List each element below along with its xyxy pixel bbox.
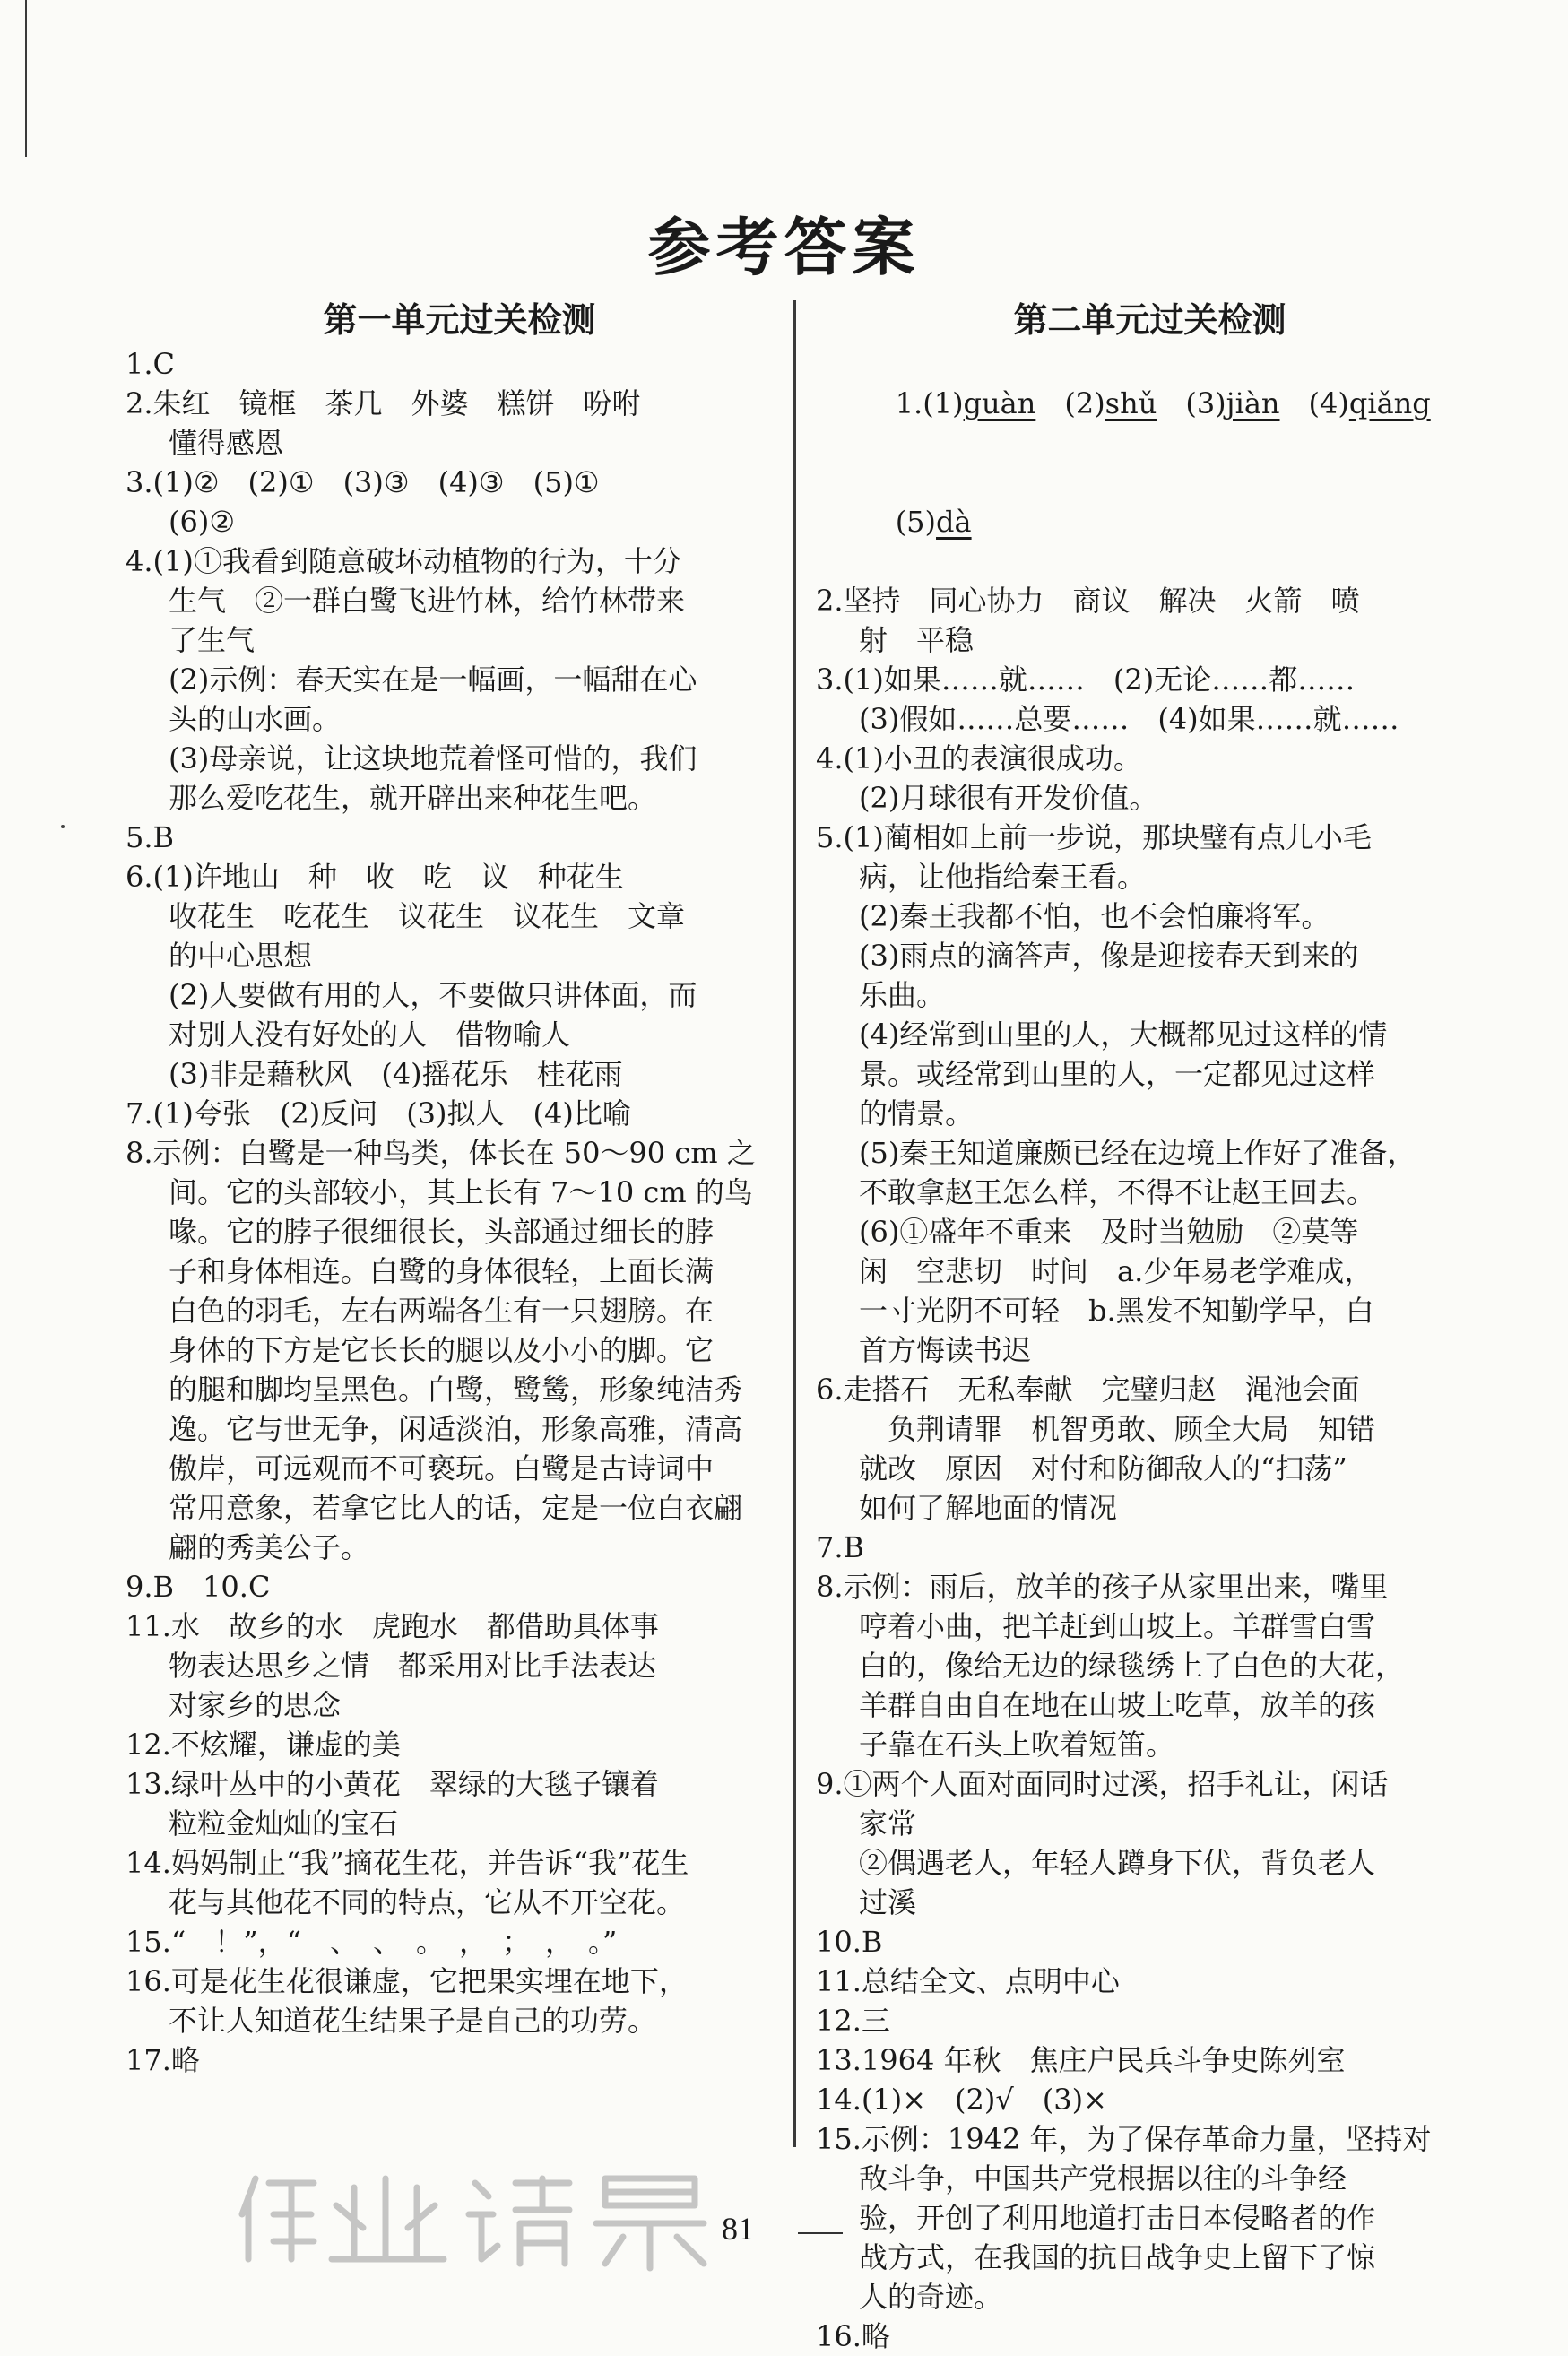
pinyin-item-number: (5) — [895, 505, 937, 539]
unit2-heading: 第二单元过关检测 — [1013, 300, 1286, 340]
answer-item: 12.三 — [816, 2004, 890, 2038]
answer-line: 乐曲。 — [859, 978, 946, 1012]
answer-line: 一寸光阴不可轻 b.黑发不知勤学早，白 — [859, 1294, 1374, 1328]
answer-item: 5.(1)蔺相如上前一步说，那块璧有点儿小毛 — [816, 820, 1372, 854]
answer-item: 11.水 故乡的水 虎跑水 都借助具体事 — [126, 1609, 659, 1643]
answer-item: 11.总结全文、点明中心 — [816, 1964, 1120, 1998]
pinyin-answer: qiǎng — [1348, 386, 1431, 420]
answer-line: (3)非是藉秋风 (4)摇花乐 桂花雨 — [169, 1057, 623, 1091]
pinyin-answer-row1 — [816, 344, 1484, 463]
answer-line: 常用意象，若拿它比人的话，定是一位白衣翩 — [169, 1491, 743, 1525]
answer-line: 就改 原因 对付和防御敌人的“扫荡” — [859, 1451, 1347, 1485]
answer-line: 逸。它与世无争，闲适淡泊，形象高雅，清高 — [169, 1412, 743, 1446]
answer-line: 白色的羽毛，左右两端各生有一只翅膀。在 — [169, 1294, 715, 1328]
answer-line: 子和身体相连。白鹭的身体很轻，上面长满 — [169, 1254, 715, 1288]
answer-line: 如何了解地面的情况 — [859, 1491, 1118, 1525]
answer-line: 翩的秀美公子。 — [169, 1530, 370, 1564]
answer-line: 粒粒金灿灿的宝石 — [169, 1806, 399, 1841]
answer-line: (2)人要做有用的人，不要做只讲体面，而 — [169, 978, 697, 1012]
unit2-answers — [816, 581, 1484, 2356]
answer-line: 不让人知道花生结果子是自己的功劳。 — [169, 2004, 657, 2038]
unit1-heading: 第一单元过关检测 — [323, 300, 596, 340]
answer-line: 懂得感恩 — [169, 426, 284, 460]
answer-line: (4)经常到山里的人，大概都见过这样的情 — [859, 1018, 1388, 1052]
answer-item: 9.①两个人面对面同时过溪，招手礼让，闲话 — [816, 1767, 1389, 1801]
answer-line: 子靠在石头上吹着短笛。 — [859, 1728, 1175, 1762]
answer-line: (3)雨点的滴答声，像是迎接春天到来的 — [859, 939, 1359, 973]
answer-item: 2.坚持 同心协力 商议 解决 火箭 喷 — [816, 584, 1360, 618]
right-column — [816, 296, 1484, 2356]
answer-line: 头的山水画。 — [169, 702, 342, 736]
answer-item: 12.不炫耀，谦虚的美 — [126, 1728, 401, 1762]
answer-item: 13.1964 年秋 焦庄户民兵斗争史陈列室 — [816, 2043, 1346, 2077]
answer-line: (2)秦王我都不怕，也不会怕廉将军。 — [859, 899, 1330, 933]
pinyin-item-number: (1) — [923, 386, 964, 420]
answer-line: 负荆请罪 机智勇敢、顾全大局 知错 — [859, 1412, 1376, 1446]
pinyin-answer: shǔ — [1105, 386, 1157, 420]
page-title: 参考答案 — [647, 210, 921, 284]
answer-line: 对家乡的思念 — [169, 1688, 342, 1722]
left-column — [126, 296, 793, 2080]
unit1-answers — [126, 344, 793, 2080]
answer-line: 射 平稳 — [859, 623, 975, 657]
answer-line: 羊群自由自在地在山坡上吃草，放羊的孩 — [859, 1688, 1376, 1722]
pinyin-item-number: (4) — [1308, 386, 1349, 420]
answer-item: 15.示例：1942 年，为了保存革命力量，坚持对 — [816, 2122, 1432, 2156]
answer-line: 过溪 — [859, 1885, 917, 1919]
pinyin-answer: jiàn — [1226, 386, 1280, 420]
answer-item: 10.B — [816, 1925, 883, 1959]
pinyin-answer: guàn — [963, 386, 1036, 420]
answer-line: 首方悔读书迟 — [859, 1333, 1032, 1367]
answer-line: 白的，像给无边的绿毯绣上了白色的大花， — [859, 1649, 1405, 1683]
answer-item: 4.(1)小丑的表演很成功。 — [816, 741, 1142, 775]
answer-item: 16.可是花生花很谦虚，它把果实埋在地下， — [126, 1964, 688, 1998]
answer-line: (2)示例：春天实在是一幅画，一幅甜在心 — [169, 663, 697, 697]
answer-line: 收花生 吃花生 议花生 议花生 文章 — [169, 899, 686, 933]
answer-line: 敌斗争，中国共产党根据以往的斗争经 — [859, 2161, 1347, 2196]
pinyin-answer-row2 — [816, 463, 1484, 581]
answer-line: 喙。它的脖子很细很长，头部通过细长的脖 — [169, 1215, 715, 1249]
answer-item: 13.绿叶丛中的小黄花 翠绿的大毯子镶着 — [126, 1767, 659, 1801]
answer-item: 7.(1)夸张 (2)反问 (3)拟人 (4)比喻 — [126, 1096, 631, 1130]
answer-item: 4.(1)①我看到随意破坏动植物的行为，十分 — [126, 544, 681, 578]
answer-line: 验，开创了利用地道打击日本侵略者的作 — [859, 2201, 1376, 2235]
answer-item: 3.(1)如果……就…… (2)无论……都…… — [816, 663, 1356, 697]
column-divider — [793, 300, 796, 2147]
answer-line: 那么爱吃花生，就开辟出来种花生吧。 — [169, 781, 657, 815]
answer-line: 间。它的头部较小，其上长有 7～10 cm 的鸟 — [169, 1175, 753, 1209]
answer-line: 花与其他花不同的特点，它从不开空花。 — [169, 1885, 686, 1919]
page-number: 81 — [722, 2211, 754, 2247]
answer-item: 5.B — [126, 820, 175, 854]
answer-item: 6.走搭石 无私奉献 完璧归赵 渑池会面 — [816, 1373, 1360, 1407]
answer-line: (2)月球很有开发价值。 — [859, 781, 1158, 815]
answer-line: 了生气 — [169, 623, 256, 657]
answer-item: 16.略 — [816, 2319, 890, 2353]
answer-item: 6.(1)许地山 种 收 吃 议 种花生 — [126, 860, 624, 894]
answer-line: 对别人没有好处的人 借物喻人 — [169, 1018, 571, 1052]
answer-line: 不敢拿赵王怎么样，不得不让赵王回去。 — [859, 1175, 1376, 1209]
answer-line: 病，让他指给秦王看。 — [859, 860, 1147, 894]
answer-line: 家常 — [859, 1806, 917, 1841]
answer-line: 人的奇迹。 — [859, 2280, 1003, 2314]
answer-line: 的情景。 — [859, 1096, 975, 1130]
pinyin-item-number: (3) — [1185, 386, 1226, 420]
answer-item: 7.B — [816, 1530, 865, 1564]
answer-line: 身体的下方是它长长的腿以及小小的脚。它 — [169, 1333, 715, 1367]
answer-line: 战方式，在我国的抗日战争史上留下了惊 — [859, 2240, 1376, 2274]
margin-dot — [61, 825, 65, 828]
page-number-dash — [798, 2232, 843, 2234]
answer-item: 8.示例：白鹭是一种鸟类，体长在 50～90 cm 之 — [126, 1136, 756, 1170]
answer-line: 的中心思想 — [169, 939, 313, 973]
pinyin-item-number: (2) — [1064, 386, 1105, 420]
answer-item: 14.(1)× (2)√ (3)× — [816, 2083, 1107, 2117]
answer-line: 景。或经常到山里的人，一定都见过这样 — [859, 1057, 1376, 1091]
answer-item: 3.(1)② (2)① (3)③ (4)③ (5)① — [126, 465, 600, 499]
answer-item: 2.朱红 镜框 茶几 外婆 糕饼 吩咐 — [126, 386, 641, 420]
answer-line: ②偶遇老人，年轻人蹲身下伏，背负老人 — [859, 1846, 1376, 1880]
answer-item: 14.妈妈制止“我”摘花生花，并告诉“我”花生 — [126, 1846, 689, 1880]
answer-item: 15.“ ！”，“ 、 、 。 ， ； ， 。” — [126, 1925, 618, 1959]
answer-item: 1.C — [126, 347, 176, 381]
answer-line: (6)② — [169, 505, 236, 539]
answer-line: 闲 空悲切 时间 a.少年易老学难成， — [859, 1254, 1373, 1288]
pinyin-answer: dà — [936, 505, 972, 539]
binding-margin-line — [25, 0, 27, 157]
answer-line: 物表达思乡之情 都采用对比手法表达 — [169, 1649, 657, 1683]
answer-item: 9.B 10.C — [126, 1570, 271, 1604]
answer-line: (3)母亲说，让这块地荒着怪可惜的，我们 — [169, 741, 697, 775]
answer-line: 生气 ②一群白鹭飞进竹林，给竹林带来 — [169, 584, 686, 618]
answer-line: (3)假如……总要…… (4)如果……就…… — [859, 702, 1399, 736]
answer-item: 8.示例：雨后，放羊的孩子从家里出来，嘴里 — [816, 1570, 1389, 1604]
answer-line: 傲岸，可远观而不可亵玩。白鹭是古诗词中 — [169, 1451, 715, 1485]
answer-line: 哼着小曲，把羊赶到山坡上。羊群雪白雪 — [859, 1609, 1376, 1643]
answer-item: 17.略 — [126, 2043, 200, 2077]
watermark-logo — [229, 2143, 731, 2277]
answer-number: 1. — [895, 386, 923, 420]
answer-line: 的腿和脚均呈黑色。白鹭，鹭鸶，形象纯洁秀 — [169, 1373, 743, 1407]
answer-line: (6)①盛年不重来 及时当勉励 ②莫等 — [859, 1215, 1359, 1249]
answer-line: (5)秦王知道廉颇已经在边境上作好了准备， — [859, 1136, 1416, 1170]
